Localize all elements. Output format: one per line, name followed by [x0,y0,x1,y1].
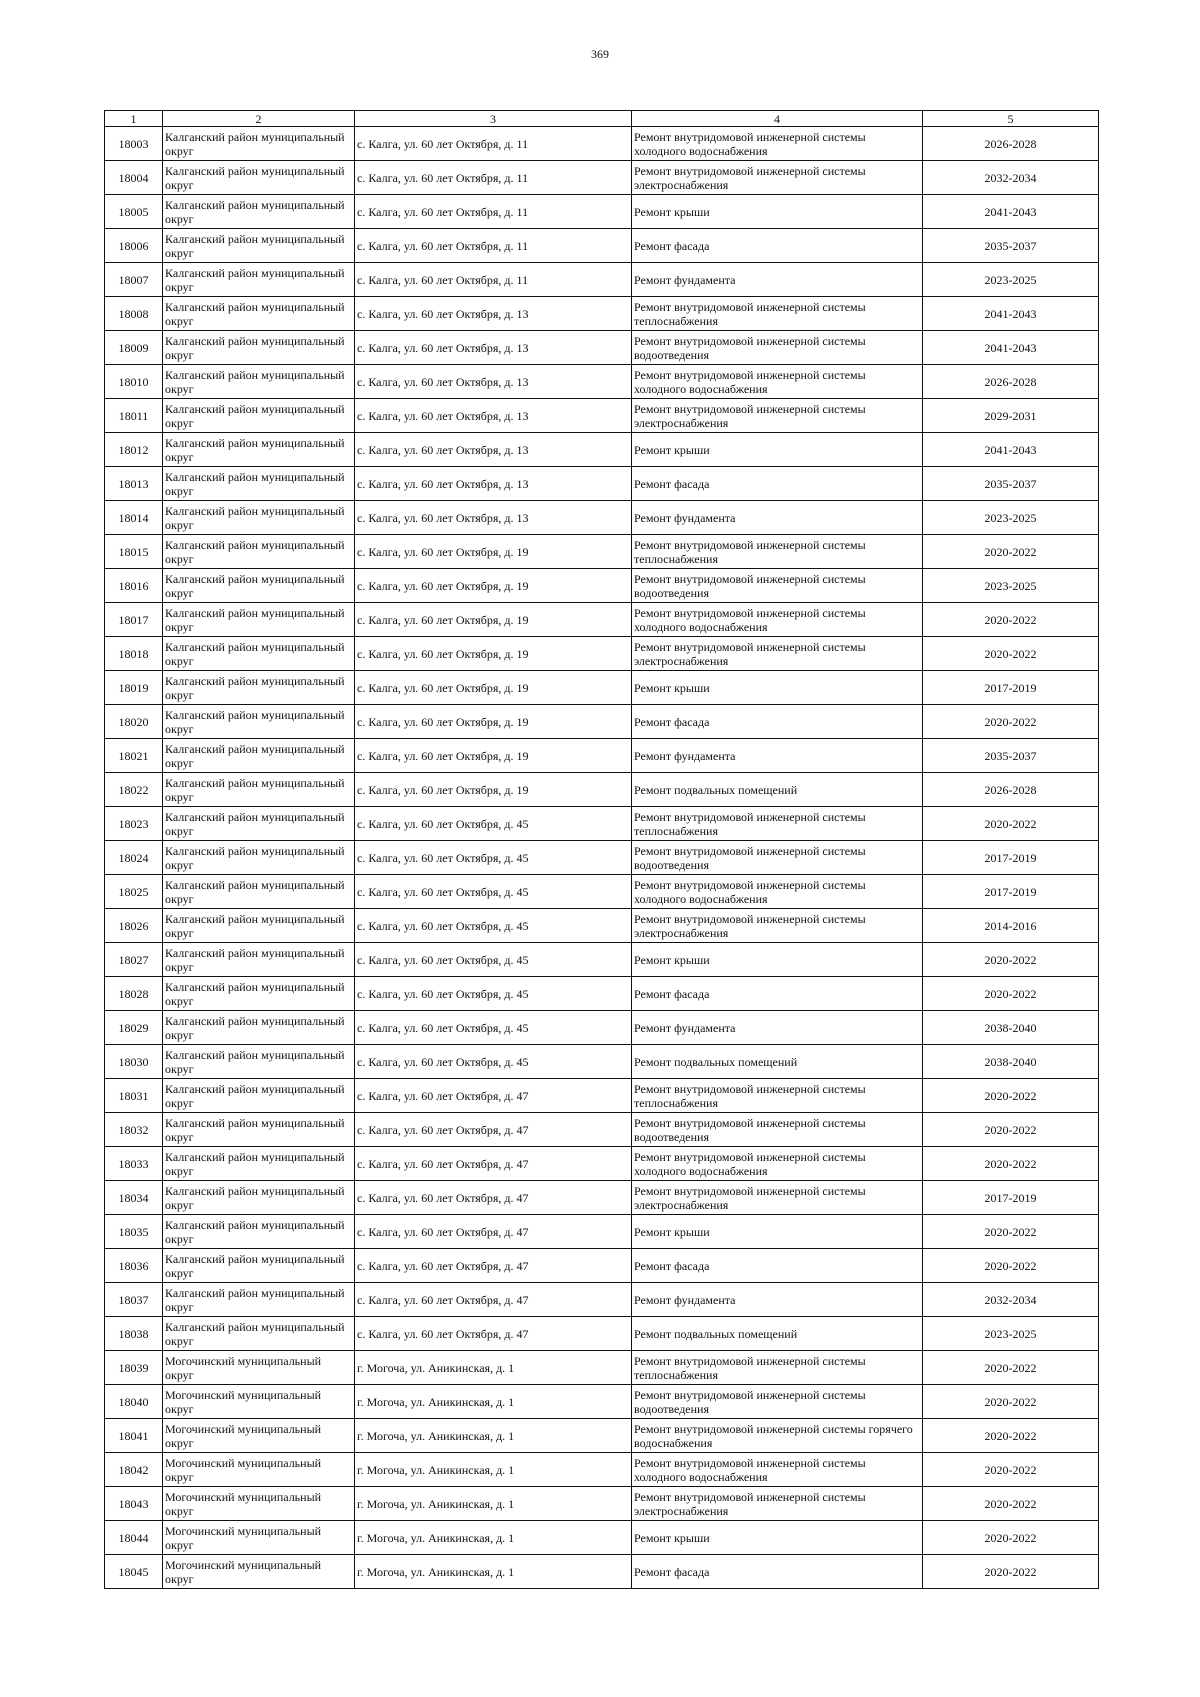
address-cell: с. Калга, ул. 60 лет Октября, д. 11 [355,229,632,263]
row-number-cell: 18023 [105,807,163,841]
table-row [105,1317,1099,1351]
municipality-cell: Калганский район муниципальный округ [163,535,355,569]
table-row [105,1215,1099,1249]
work-type-cell: Ремонт крыши [632,195,923,229]
municipality-cell: Калганский район муниципальный округ [163,841,355,875]
municipality-cell: Калганский район муниципальный округ [163,1283,355,1317]
address-cell: с. Калга, ул. 60 лет Октября, д. 13 [355,365,632,399]
row-number-cell: 18008 [105,297,163,331]
address-cell: с. Калга, ул. 60 лет Октября, д. 13 [355,297,632,331]
row-number-cell: 18021 [105,739,163,773]
table-row [105,1487,1099,1521]
address-cell: г. Могоча, ул. Аникинская, д. 1 [355,1385,632,1419]
municipality-cell: Калганский район муниципальный округ [163,909,355,943]
municipality-cell: Калганский район муниципальный округ [163,943,355,977]
period-cell: 2020-2022 [923,1487,1099,1521]
work-type-cell: Ремонт крыши [632,433,923,467]
row-number-cell: 18007 [105,263,163,297]
address-cell: с. Калга, ул. 60 лет Октября, д. 11 [355,161,632,195]
period-cell: 2029-2031 [923,399,1099,433]
row-number-cell: 18040 [105,1385,163,1419]
work-type-cell: Ремонт подвальных помещений [632,773,923,807]
address-cell: с. Калга, ул. 60 лет Октября, д. 47 [355,1283,632,1317]
period-cell: 2020-2022 [923,1147,1099,1181]
period-cell: 2035-2037 [923,739,1099,773]
period-cell: 2020-2022 [923,1555,1099,1589]
row-number-cell: 18016 [105,569,163,603]
municipality-cell: Калганский район муниципальный округ [163,671,355,705]
period-cell: 2032-2034 [923,161,1099,195]
row-number-cell: 18034 [105,1181,163,1215]
period-cell: 2023-2025 [923,1317,1099,1351]
period-cell: 2020-2022 [923,1351,1099,1385]
row-number-cell: 18013 [105,467,163,501]
work-type-cell: Ремонт фундамента [632,501,923,535]
work-type-cell: Ремонт внутридомовой инженерной системы теплоснабжения [632,535,923,569]
period-cell: 2020-2022 [923,1521,1099,1555]
period-cell: 2023-2025 [923,501,1099,535]
row-number-cell: 18012 [105,433,163,467]
period-cell: 2020-2022 [923,637,1099,671]
work-type-cell: Ремонт фундамента [632,263,923,297]
municipality-cell: Калганский район муниципальный округ [163,1215,355,1249]
municipality-cell: Калганский район муниципальный округ [163,331,355,365]
row-number-cell: 18031 [105,1079,163,1113]
period-cell: 2032-2034 [923,1283,1099,1317]
table-row [105,841,1099,875]
table-row [105,773,1099,807]
work-type-cell: Ремонт внутридомовой инженерной системы холодного водоснабжения [632,1453,923,1487]
period-cell: 2020-2022 [923,1079,1099,1113]
work-type-cell: Ремонт фасада [632,1249,923,1283]
table-row [105,229,1099,263]
row-number-cell: 18045 [105,1555,163,1589]
address-cell: с. Калга, ул. 60 лет Октября, д. 47 [355,1215,632,1249]
municipality-cell: Могочинский муниципальный округ [163,1555,355,1589]
row-number-cell: 18024 [105,841,163,875]
period-cell: 2020-2022 [923,1215,1099,1249]
column-header-5: 5 [923,111,1099,127]
period-cell: 2026-2028 [923,365,1099,399]
work-type-cell: Ремонт внутридомовой инженерной системы электроснабжения [632,161,923,195]
table-row [105,331,1099,365]
header-row [105,111,1099,127]
municipality-cell: Калганский район муниципальный округ [163,739,355,773]
row-number-cell: 18041 [105,1419,163,1453]
table-row [105,1113,1099,1147]
row-number-cell: 18044 [105,1521,163,1555]
municipality-cell: Калганский район муниципальный округ [163,705,355,739]
address-cell: с. Калга, ул. 60 лет Октября, д. 13 [355,399,632,433]
row-number-cell: 18036 [105,1249,163,1283]
table-row [105,1521,1099,1555]
table-row [105,1011,1099,1045]
table-row [105,1385,1099,1419]
table-row [105,1045,1099,1079]
address-cell: г. Могоча, ул. Аникинская, д. 1 [355,1453,632,1487]
municipality-cell: Калганский район муниципальный округ [163,229,355,263]
period-cell: 2017-2019 [923,841,1099,875]
municipality-cell: Калганский район муниципальный округ [163,433,355,467]
municipality-cell: Калганский район муниципальный округ [163,1317,355,1351]
period-cell: 2041-2043 [923,195,1099,229]
work-type-cell: Ремонт внутридомовой инженерной системы теплоснабжения [632,1351,923,1385]
address-cell: г. Могоча, ул. Аникинская, д. 1 [355,1351,632,1385]
address-cell: г. Могоча, ул. Аникинская, д. 1 [355,1419,632,1453]
period-cell: 2020-2022 [923,535,1099,569]
address-cell: с. Калга, ул. 60 лет Октября, д. 19 [355,637,632,671]
municipality-cell: Калганский район муниципальный округ [163,161,355,195]
period-cell: 2020-2022 [923,603,1099,637]
period-cell: 2017-2019 [923,1181,1099,1215]
work-type-cell: Ремонт фасада [632,705,923,739]
address-cell: с. Калга, ул. 60 лет Октября, д. 45 [355,1045,632,1079]
period-cell: 2020-2022 [923,1419,1099,1453]
address-cell: с. Калга, ул. 60 лет Октября, д. 47 [355,1317,632,1351]
municipality-cell: Калганский район муниципальный округ [163,399,355,433]
work-type-cell: Ремонт внутридомовой инженерной системы холодного водоснабжения [632,603,923,637]
period-cell: 2035-2037 [923,229,1099,263]
work-type-cell: Ремонт фасада [632,1555,923,1589]
address-cell: с. Калга, ул. 60 лет Октября, д. 47 [355,1079,632,1113]
period-cell: 2023-2025 [923,569,1099,603]
table-row [105,501,1099,535]
row-number-cell: 18019 [105,671,163,705]
municipality-cell: Могочинский муниципальный округ [163,1385,355,1419]
municipality-cell: Калганский район муниципальный округ [163,501,355,535]
table-row [105,909,1099,943]
row-number-cell: 18011 [105,399,163,433]
table-row [105,569,1099,603]
address-cell: с. Калга, ул. 60 лет Октября, д. 47 [355,1147,632,1181]
work-type-cell: Ремонт крыши [632,671,923,705]
work-type-cell: Ремонт фундамента [632,1011,923,1045]
row-number-cell: 18006 [105,229,163,263]
municipality-cell: Калганский район муниципальный округ [163,1249,355,1283]
table-row [105,1453,1099,1487]
table-row [105,433,1099,467]
municipality-cell: Калганский район муниципальный округ [163,603,355,637]
row-number-cell: 18020 [105,705,163,739]
period-cell: 2020-2022 [923,1113,1099,1147]
address-cell: с. Калга, ул. 60 лет Октября, д. 11 [355,263,632,297]
table-row [105,739,1099,773]
page-number: 369 [591,47,609,61]
municipality-cell: Калганский район муниципальный округ [163,263,355,297]
work-type-cell: Ремонт внутридомовой инженерной системы холодного водоснабжения [632,365,923,399]
row-number-cell: 18030 [105,1045,163,1079]
address-cell: с. Калга, ул. 60 лет Октября, д. 19 [355,773,632,807]
municipality-cell: Калганский район муниципальный округ [163,297,355,331]
work-type-cell: Ремонт крыши [632,943,923,977]
work-type-cell: Ремонт фасада [632,977,923,1011]
row-number-cell: 18026 [105,909,163,943]
work-type-cell: Ремонт внутридомовой инженерной системы водоотведения [632,569,923,603]
period-cell: 2020-2022 [923,807,1099,841]
table-row [105,807,1099,841]
row-number-cell: 18003 [105,127,163,161]
row-number-cell: 18022 [105,773,163,807]
municipality-cell: Калганский район муниципальный округ [163,467,355,501]
period-cell: 2020-2022 [923,1453,1099,1487]
address-cell: с. Калга, ул. 60 лет Октября, д. 19 [355,739,632,773]
table-row [105,399,1099,433]
table-row [105,467,1099,501]
work-type-cell: Ремонт внутридомовой инженерной системы водоотведения [632,841,923,875]
work-type-cell: Ремонт крыши [632,1215,923,1249]
address-cell: с. Калга, ул. 60 лет Октября, д. 45 [355,807,632,841]
period-cell: 2026-2028 [923,127,1099,161]
municipality-cell: Калганский район муниципальный округ [163,1113,355,1147]
work-type-cell: Ремонт внутридомовой инженерной системы водоотведения [632,331,923,365]
work-type-cell: Ремонт внутридомовой инженерной системы холодного водоснабжения [632,127,923,161]
address-cell: с. Калга, ул. 60 лет Октября, д. 45 [355,977,632,1011]
row-number-cell: 18017 [105,603,163,637]
work-type-cell: Ремонт внутридомовой инженерной системы водоотведения [632,1113,923,1147]
row-number-cell: 18038 [105,1317,163,1351]
work-type-cell: Ремонт фасада [632,467,923,501]
address-cell: с. Калга, ул. 60 лет Октября, д. 19 [355,603,632,637]
municipality-cell: Калганский район муниципальный округ [163,637,355,671]
column-header-2: 2 [163,111,355,127]
work-type-cell: Ремонт фасада [632,229,923,263]
address-cell: с. Калга, ул. 60 лет Октября, д. 13 [355,433,632,467]
table-row [105,195,1099,229]
address-cell: с. Калга, ул. 60 лет Октября, д. 45 [355,841,632,875]
row-number-cell: 18009 [105,331,163,365]
table-row [105,603,1099,637]
work-type-cell: Ремонт внутридомовой инженерной системы электроснабжения [632,399,923,433]
address-cell: с. Калга, ул. 60 лет Октября, д. 45 [355,1011,632,1045]
municipality-cell: Могочинский муниципальный округ [163,1521,355,1555]
table-row [105,1079,1099,1113]
address-cell: с. Калга, ул. 60 лет Октября, д. 13 [355,331,632,365]
work-type-cell: Ремонт внутридомовой инженерной системы электроснабжения [632,909,923,943]
row-number-cell: 18014 [105,501,163,535]
municipality-cell: Калганский район муниципальный округ [163,195,355,229]
row-number-cell: 18033 [105,1147,163,1181]
repair-schedule-table [104,110,1099,1589]
municipality-cell: Калганский район муниципальный округ [163,365,355,399]
table-row [105,977,1099,1011]
address-cell: с. Калга, ул. 60 лет Октября, д. 19 [355,569,632,603]
row-number-cell: 18010 [105,365,163,399]
address-cell: с. Калга, ул. 60 лет Октября, д. 45 [355,943,632,977]
column-header-1: 1 [105,111,163,127]
row-number-cell: 18005 [105,195,163,229]
address-cell: г. Могоча, ул. Аникинская, д. 1 [355,1521,632,1555]
period-cell: 2041-2043 [923,297,1099,331]
municipality-cell: Могочинский муниципальный округ [163,1453,355,1487]
row-number-cell: 18004 [105,161,163,195]
municipality-cell: Калганский район муниципальный округ [163,773,355,807]
row-number-cell: 18042 [105,1453,163,1487]
row-number-cell: 18027 [105,943,163,977]
address-cell: г. Могоча, ул. Аникинская, д. 1 [355,1487,632,1521]
table-row [105,1181,1099,1215]
work-type-cell: Ремонт внутридомовой инженерной системы теплоснабжения [632,807,923,841]
period-cell: 2020-2022 [923,977,1099,1011]
row-number-cell: 18039 [105,1351,163,1385]
table-row [105,161,1099,195]
row-number-cell: 18018 [105,637,163,671]
work-type-cell: Ремонт внутридомовой инженерной системы электроснабжения [632,637,923,671]
address-cell: с. Калга, ул. 60 лет Октября, д. 13 [355,501,632,535]
table-row [105,1351,1099,1385]
period-cell: 2041-2043 [923,433,1099,467]
period-cell: 2020-2022 [923,943,1099,977]
municipality-cell: Калганский район муниципальный округ [163,1079,355,1113]
period-cell: 2038-2040 [923,1011,1099,1045]
work-type-cell: Ремонт внутридомовой инженерной системы водоотведения [632,1385,923,1419]
table-row [105,1147,1099,1181]
table-row [105,365,1099,399]
table-row [105,127,1099,161]
municipality-cell: Калганский район муниципальный округ [163,977,355,1011]
period-cell: 2020-2022 [923,1249,1099,1283]
work-type-cell: Ремонт внутридомовой инженерной системы горячего водоснабжения [632,1419,923,1453]
work-type-cell: Ремонт фундамента [632,1283,923,1317]
table-row [105,637,1099,671]
table-row [105,1249,1099,1283]
table-body [105,127,1099,1589]
municipality-cell: Могочинский муниципальный округ [163,1487,355,1521]
work-type-cell: Ремонт крыши [632,1521,923,1555]
municipality-cell: Калганский район муниципальный округ [163,1011,355,1045]
period-cell: 2041-2043 [923,331,1099,365]
column-header-4: 4 [632,111,923,127]
municipality-cell: Могочинский муниципальный округ [163,1419,355,1453]
municipality-cell: Калганский район муниципальный округ [163,807,355,841]
municipality-cell: Калганский район муниципальный округ [163,127,355,161]
address-cell: г. Могоча, ул. Аникинская, д. 1 [355,1555,632,1589]
work-type-cell: Ремонт подвальных помещений [632,1045,923,1079]
work-type-cell: Ремонт внутридомовой инженерной системы электроснабжения [632,1181,923,1215]
table-row [105,535,1099,569]
address-cell: с. Калга, ул. 60 лет Октября, д. 45 [355,875,632,909]
period-cell: 2023-2025 [923,263,1099,297]
work-type-cell: Ремонт внутридомовой инженерной системы теплоснабжения [632,297,923,331]
address-cell: с. Калга, ул. 60 лет Октября, д. 19 [355,535,632,569]
work-type-cell: Ремонт внутридомовой инженерной системы холодного водоснабжения [632,875,923,909]
address-cell: с. Калга, ул. 60 лет Октября, д. 11 [355,127,632,161]
municipality-cell: Калганский район муниципальный округ [163,569,355,603]
work-type-cell: Ремонт внутридомовой инженерной системы теплоснабжения [632,1079,923,1113]
work-type-cell: Ремонт внутридомовой инженерной системы электроснабжения [632,1487,923,1521]
row-number-cell: 18025 [105,875,163,909]
table-row [105,1283,1099,1317]
municipality-cell: Калганский район муниципальный округ [163,875,355,909]
column-header-3: 3 [355,111,632,127]
address-cell: с. Калга, ул. 60 лет Октября, д. 19 [355,671,632,705]
address-cell: с. Калга, ул. 60 лет Октября, д. 45 [355,909,632,943]
address-cell: с. Калга, ул. 60 лет Октября, д. 19 [355,705,632,739]
row-number-cell: 18015 [105,535,163,569]
table-row [105,297,1099,331]
row-number-cell: 18037 [105,1283,163,1317]
address-cell: с. Калга, ул. 60 лет Октября, д. 47 [355,1113,632,1147]
period-cell: 2035-2037 [923,467,1099,501]
table-row [105,263,1099,297]
work-type-cell: Ремонт внутридомовой инженерной системы холодного водоснабжения [632,1147,923,1181]
address-cell: с. Калга, ул. 60 лет Октября, д. 47 [355,1181,632,1215]
table-row [105,671,1099,705]
period-cell: 2017-2019 [923,875,1099,909]
address-cell: с. Калга, ул. 60 лет Октября, д. 13 [355,467,632,501]
table-row [105,943,1099,977]
municipality-cell: Калганский район муниципальный округ [163,1045,355,1079]
row-number-cell: 18032 [105,1113,163,1147]
address-cell: с. Калга, ул. 60 лет Октября, д. 47 [355,1249,632,1283]
row-number-cell: 18043 [105,1487,163,1521]
period-cell: 2020-2022 [923,705,1099,739]
period-cell: 2026-2028 [923,773,1099,807]
period-cell: 2038-2040 [923,1045,1099,1079]
work-type-cell: Ремонт фундамента [632,739,923,773]
table-row [105,1555,1099,1589]
work-type-cell: Ремонт подвальных помещений [632,1317,923,1351]
row-number-cell: 18028 [105,977,163,1011]
municipality-cell: Калганский район муниципальный округ [163,1147,355,1181]
municipality-cell: Могочинский муниципальный округ [163,1351,355,1385]
address-cell: с. Калга, ул. 60 лет Октября, д. 11 [355,195,632,229]
period-cell: 2017-2019 [923,671,1099,705]
table-row [105,875,1099,909]
period-cell: 2020-2022 [923,1385,1099,1419]
row-number-cell: 18035 [105,1215,163,1249]
period-cell: 2014-2016 [923,909,1099,943]
table-row [105,1419,1099,1453]
municipality-cell: Калганский район муниципальный округ [163,1181,355,1215]
table-row [105,705,1099,739]
row-number-cell: 18029 [105,1011,163,1045]
